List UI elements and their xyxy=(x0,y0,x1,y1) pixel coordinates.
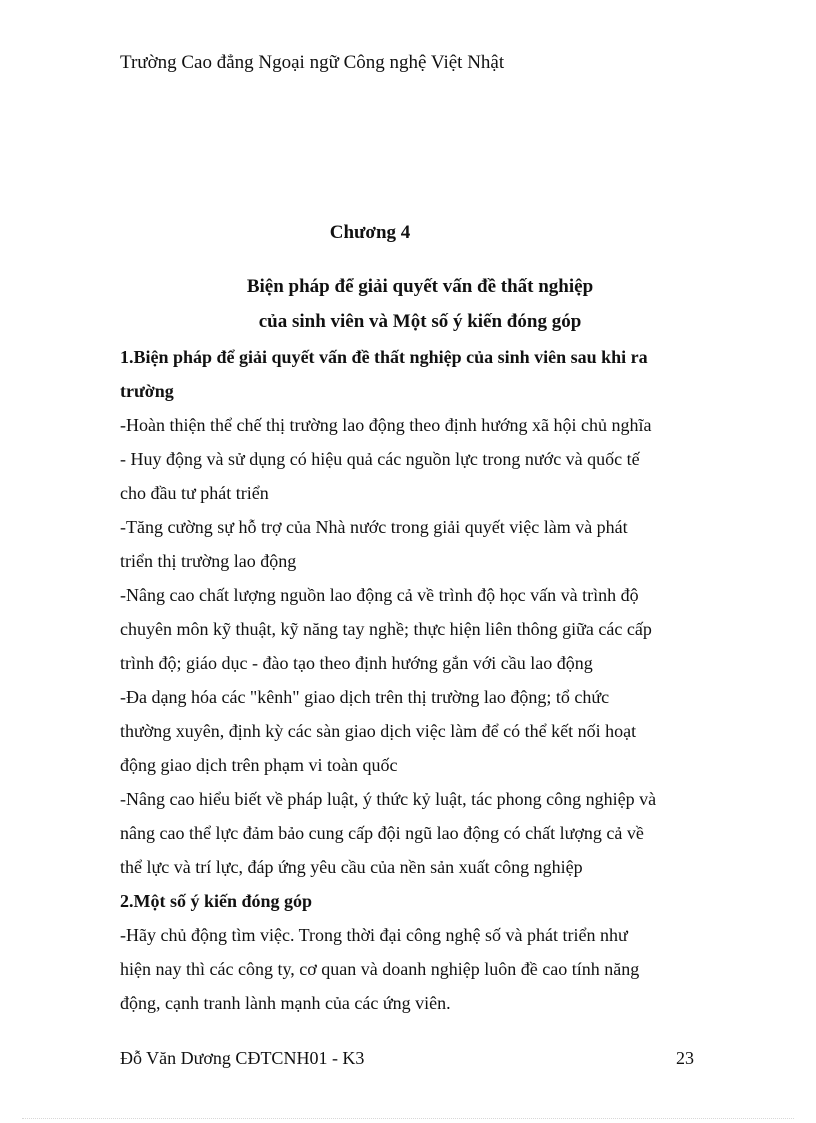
body-line: -Hãy chủ động tìm việc. Trong thời đại công nghệ số và phát triển như xyxy=(120,925,628,945)
body-line: động, cạnh tranh lành mạnh của các ứng viên. xyxy=(120,993,451,1013)
section-heading-line: 2.Một số ý kiến đóng góp xyxy=(120,891,313,911)
body-line: cho đầu tư phát triển xyxy=(120,483,269,503)
body-line: động giao dịch trên phạm vi toàn quốc xyxy=(120,755,398,775)
section-heading-line: 1.Biện pháp để giải quyết vấn đề thất nghiệp của sinh viên sau khi ra xyxy=(120,347,648,367)
footer-author: Đỗ Văn Dương CĐTCNH01 - K3 xyxy=(120,1048,365,1068)
chapter-heading: Chương 4 xyxy=(329,222,411,243)
body-line: -Nâng cao hiểu biết về pháp luật, ý thức kỷ luật, tác phong công nghiệp và xyxy=(120,789,657,809)
page-header: Trường Cao đẳng Ngoại ngữ Công nghệ Việt Nhật xyxy=(120,52,505,73)
body-line: -Hoàn thiện thể chế thị trường lao động theo định hướng xã hội chủ nghĩa xyxy=(120,415,652,435)
chapter-title-line-1: Biện pháp để giải quyết vấn đề thất nghiệp xyxy=(246,276,594,297)
body-line: thể lực và trí lực, đáp ứng yêu cầu của nền sản xuất công nghiệp xyxy=(120,857,583,877)
page-bottom-divider xyxy=(22,1118,794,1119)
chapter-title-line-2: của sinh viên và Một số ý kiến đóng góp xyxy=(258,311,582,332)
body-text xyxy=(120,340,700,1020)
footer-page-number: 23 xyxy=(676,1048,694,1068)
body-line: -Tăng cường sự hỗ trợ của Nhà nước trong giải quyết việc làm và phát xyxy=(120,517,628,537)
body-line: thường xuyên, định kỳ các sàn giao dịch việc làm để có thể kết nối hoạt xyxy=(120,721,637,741)
body-line: chuyên môn kỹ thuật, kỹ năng tay nghề; thực hiện liên thông giữa các cấp xyxy=(120,619,652,639)
body-line: hiện nay thì các công ty, cơ quan và doanh nghiệp luôn đề cao tính năng xyxy=(120,959,640,979)
body-line: trình độ; giáo dục - đào tạo theo định hướng gắn với cầu lao động xyxy=(120,653,593,673)
body-line: -Nâng cao chất lượng nguồn lao động cả về trình độ học vấn và trình độ xyxy=(120,585,639,605)
section-heading-line: trường xyxy=(120,381,174,401)
body-line: - Huy động và sử dụng có hiệu quả các nguồn lực trong nước và quốc tế xyxy=(120,449,640,469)
body-line: nâng cao thể lực đảm bảo cung cấp đội ngũ lao động có chất lượng cả về xyxy=(120,823,644,843)
body-line: -Đa dạng hóa các "kênh" giao dịch trên thị trường lao động; tổ chức xyxy=(120,687,610,707)
body-line: triển thị trường lao động xyxy=(120,551,297,571)
